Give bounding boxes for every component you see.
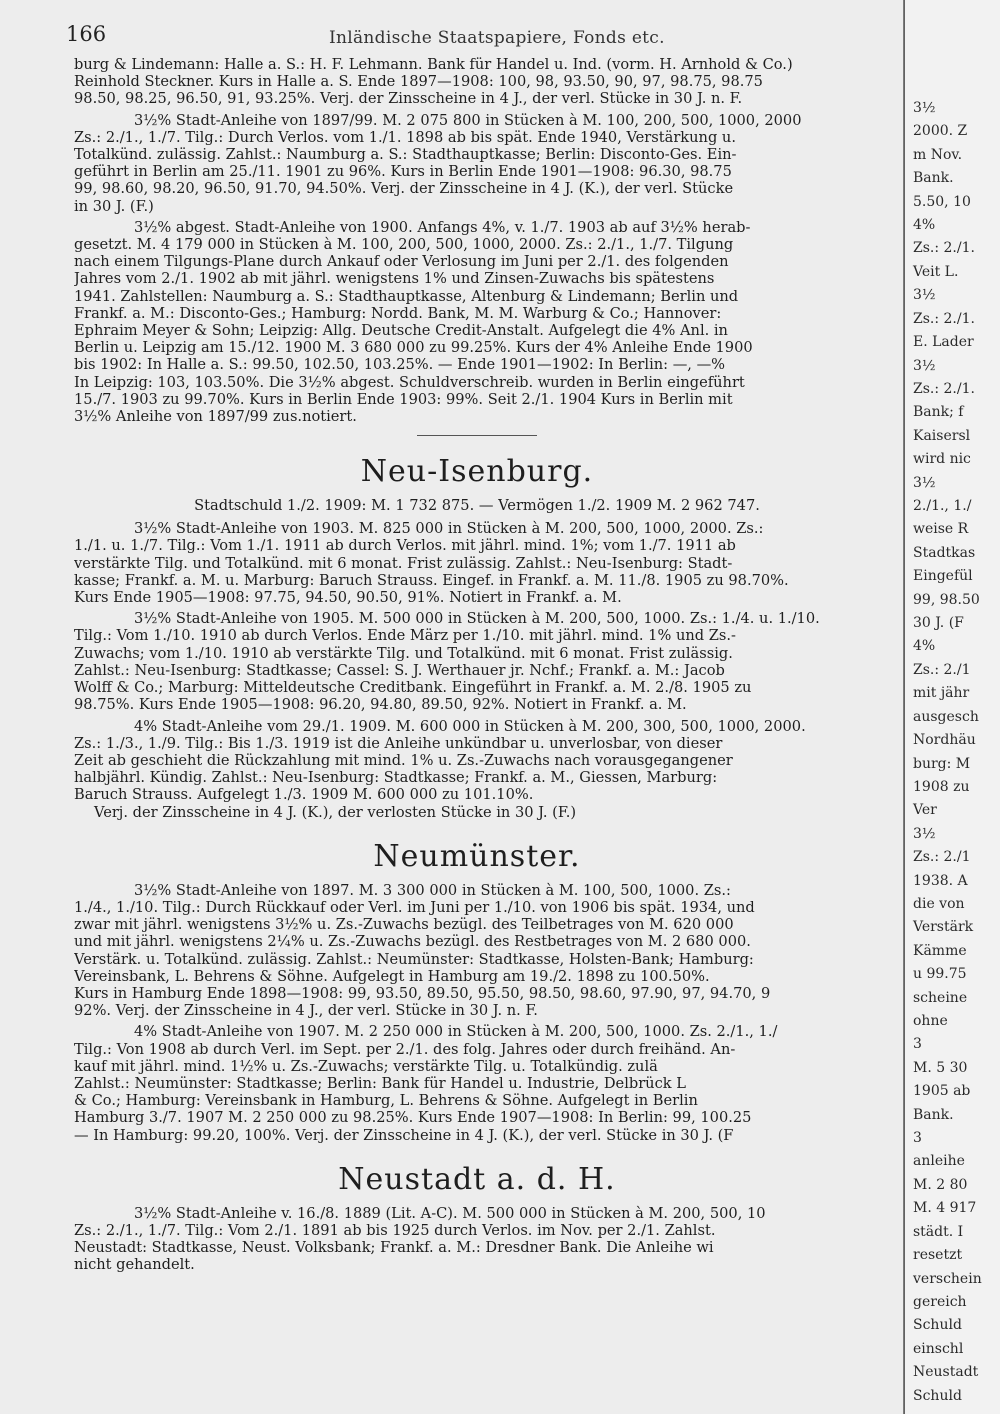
text-line: 3½% abgest. Stadt-Anleihe von 1900. Anfangs 4%, v. 1./7. 1903 ab auf 3½% herab- xyxy=(134,218,751,236)
facing-page-text: 3½ xyxy=(913,825,936,842)
page-number: 166 xyxy=(66,22,107,46)
text-line: in 30 J. (F.) xyxy=(74,197,154,215)
loan-paragraph xyxy=(74,1205,880,1274)
facing-page-text: resetzt xyxy=(913,1247,963,1264)
facing-page-text: M. 5 30 xyxy=(913,1059,968,1076)
loan-paragraph xyxy=(74,718,880,821)
text-line: 3½% Stadt-Anleihe v. 16./8. 1889 (Lit. A-C). M. 500 000 in Stücken à M. 200, 500, 10 xyxy=(134,1204,766,1222)
facing-page-text: 99, 98.50 xyxy=(913,591,980,608)
facing-page-text: E. Lader xyxy=(913,334,974,351)
text-line: 3½% Stadt-Anleihe von 1897/99. M. 2 075 800 in Stücken à M. 100, 200, 500, 1000, 2000 xyxy=(134,111,802,129)
facing-page-text: 3½ xyxy=(913,357,936,374)
text-line: 3½% Stadt-Anleihe von 1903. M. 825 000 in Stücken à M. 200, 500, 1000, 2000. Zs.: xyxy=(134,520,764,538)
facing-page-text: Zs.: 2./1. xyxy=(913,310,975,327)
text-line: — In Hamburg: 99.20, 100%. Verj. der Zinsscheine in 4 J. (K.), der verl. Stücke in 30 J. (F xyxy=(74,1126,734,1144)
facing-page-text: anleihe xyxy=(913,1153,965,1170)
text-line: halbjährl. Kündig. Zahlst.: Neu-Isenburg: Stadtkasse; Frankf. a. M., Giessen, Marburg: xyxy=(74,769,718,787)
facing-page-text: Schuld xyxy=(913,1387,962,1404)
page-header xyxy=(66,20,880,56)
text-line: Zeit ab geschieht die Rückzahlung mit mind. 1% u. Zs.-Zuwachs nach vorausgegangener xyxy=(74,751,733,769)
facing-page-text: u 99.75 xyxy=(913,966,967,983)
facing-page-text: 3 xyxy=(913,1036,922,1053)
facing-page-text: Bank. xyxy=(913,170,954,187)
text-line: Verstärk. u. Totalkünd. zulässig. Zahlst.: Neumünster: Stadtkasse, Holsten-Bank; Hamburg: xyxy=(74,950,754,968)
text-line: Jahres vom 2./1. 1902 ab mit jährl. wenigstens 1% und Zinsen-Zuwachs bis spätestens xyxy=(74,270,715,288)
text-line: nicht gehandelt. xyxy=(74,1256,195,1274)
text-line: In Leipzig: 103, 103.50%. Die 3½% abgest. Schuldverschreib. wurden in Berlin eingeführt xyxy=(74,373,745,391)
text-line: Tilg.: Vom 1./10. 1910 ab durch Verlos. Ende März per 1./10. mit jährl. mind. 1% und Zs.- xyxy=(74,627,736,645)
facing-page-text: Verstärk xyxy=(913,919,974,936)
facing-page-text: Zs.: 2./1. xyxy=(913,240,975,257)
text-line: Neustadt: Stadtkasse, Neust. Volksbank; Frankf. a. M.: Dresdner Bank. Die Anleihe wi xyxy=(74,1239,714,1257)
facing-page-text: scheine xyxy=(913,989,968,1006)
loan-paragraph xyxy=(74,610,880,713)
facing-page-text: 1908 zu xyxy=(913,778,970,795)
facing-page-text: 5.50, 10 xyxy=(913,193,971,210)
facing-page-text: 1938. A xyxy=(913,872,968,889)
text-line: Tilg.: Von 1908 ab durch Verl. im Sept. per 2./1. des folg. Jahres oder durch freihänd. An- xyxy=(74,1040,736,1058)
text-line: 3½% Stadt-Anleihe von 1897. M. 3 300 000 in Stücken à M. 100, 500, 1000. Zs.: xyxy=(134,881,731,899)
facing-page-text: Bank; f xyxy=(913,404,964,421)
text-line: Hamburg 3./7. 1907 M. 2 250 000 zu 98.25%. Kurs Ende 1907—1908: In Berlin: 99, 100.25 xyxy=(74,1109,752,1127)
facing-page-text: Zs.: 2./1. xyxy=(913,380,975,397)
facing-page-text: ausgesch xyxy=(913,708,979,725)
text-line: und mit jährl. wenigstens 2¼% u. Zs.-Zuwachs bezügl. des Restbetrages von M. 2 680 000. xyxy=(74,933,751,951)
facing-page-text: burg: M xyxy=(913,755,971,772)
text-line: Wolff & Co.; Marburg: Mitteldeutsche Creditbank. Eingeführt in Frankf. a. M. 2./8. 1905 zu xyxy=(74,679,752,697)
text-line: Frankf. a. M.: Disconto-Ges.; Hamburg: Nordd. Bank, M. M. Warburg & Co.; Hannover: xyxy=(74,304,722,322)
facing-page-text: Nordhäu xyxy=(913,732,976,749)
text-line: Zahlst.: Neu-Isenburg: Stadtkasse; Cassel: S. J. Werthauer jr. Nchf.; Frankf. a. M.: Jacob xyxy=(74,661,725,679)
facing-page-text: einschl xyxy=(913,1340,964,1357)
running-title: Inländische Staatspapiere, Fonds etc. xyxy=(329,28,665,48)
facing-page-text: Neustadt xyxy=(913,1364,979,1381)
text-line: 1./1. u. 1./7. Tilg.: Vom 1./1. 1911 ab durch Verlos. mit jährl. mind. 1%; vom 1./7. 1911 ab xyxy=(74,537,736,555)
facing-page-text: städt. I xyxy=(913,1223,964,1240)
text-line: Reinhold Steckner. Kurs in Halle a. S. Ende 1897—1908: 100, 98, 93.50, 90, 97, 98.75, 98.75 xyxy=(74,73,763,91)
text-line: 92%. Verj. der Zinsscheine in 4 J., der verl. Stücke in 30 J. n. F. xyxy=(74,1002,538,1020)
facing-page-text: Zs.: 2./1 xyxy=(913,849,971,866)
facing-page-text: Kaisersl xyxy=(913,427,971,444)
text-line: Zs.: 2./1., 1./7. Tilg.: Vom 2./1. 1891 ab bis 1925 durch Verlos. im Nov. per 2./1. Zahlst. xyxy=(74,1221,716,1239)
text-line: Kurs Ende 1905—1908: 97.75, 94.50, 90.50, 91%. Notiert in Frankf. a. M. xyxy=(74,589,622,607)
facing-page-text: Bank. xyxy=(913,1106,954,1123)
facing-page-text: gereich xyxy=(913,1293,967,1310)
text-line: geführt in Berlin am 25./11. 1901 zu 96%. Kurs in Berlin Ende 1901—1908: 96.30, 98.75 xyxy=(74,163,732,181)
text-line: Kurs in Hamburg Ende 1898—1908: 99, 93.50, 89.50, 95.50, 98.50, 98.60, 97.90, 97, 94.70, 9 xyxy=(74,984,771,1002)
text-line: 98.50, 98.25, 96.50, 91, 93.25%. Verj. der Zinsscheine in 4 J., der verl. Stücke in 30 J. n. F. xyxy=(74,90,743,108)
city-stats: Stadtschuld 1./2. 1909: M. 1 732 875. — Vermögen 1./2. 1909 M. 2 962 747. xyxy=(194,497,760,515)
facing-page-text: 1905 ab xyxy=(913,1083,971,1100)
text-line: & Co.; Hamburg: Vereinsbank in Hamburg, L. Behrens & Söhne. Aufgelegt in Berlin xyxy=(74,1092,698,1110)
text-line: 1941. Zahlstellen: Naumburg a. S.: Stadthauptkasse, Altenburg & Lindemann; Berlin und xyxy=(74,287,739,305)
loan-paragraph xyxy=(74,882,880,1020)
text-line: gesetzt. M. 4 179 000 in Stücken à M. 100, 200, 500, 1000, 2000. Zs.: 2./1., 1./7. Tilgung xyxy=(74,236,734,254)
text-line: Totalkünd. zulässig. Zahlst.: Naumburg a. S.: Stadthauptkasse; Berlin: Disconto-Ges. Ein- xyxy=(74,146,737,164)
facing-page-text: M. 2 80 xyxy=(913,1176,968,1193)
facing-page-text: Ver xyxy=(913,802,937,819)
facing-page-text: die von xyxy=(913,895,965,912)
facing-page-text: 30 J. (F xyxy=(913,615,964,632)
facing-page-fragment xyxy=(905,0,1000,1414)
text-line: 1./4., 1./10. Tilg.: Durch Rückkauf oder Verl. im Juni per 1./10. von 1906 bis spät. 1934, und xyxy=(74,898,755,916)
text-line: Zahlst.: Neumünster: Stadtkasse; Berlin: Bank für Handel u. Industrie, Delbrück L xyxy=(74,1074,686,1092)
text-line: 15./7. 1903 zu 99.70%. Kurs in Berlin Ende 1903: 99%. Seit 2./1. 1904 Kurs in Berlin mit xyxy=(74,390,733,408)
city-heading-neu-isenburg: Neu-Isenburg. xyxy=(360,454,594,490)
text-line: burg & Lindemann: Halle a. S.: H. F. Lehmann. Bank für Handel u. Ind. (vorm. H. Arnhold & Co.) xyxy=(74,56,793,73)
separator-rule xyxy=(417,435,537,436)
loan-paragraph xyxy=(74,1023,880,1143)
facing-page-text: Veit L. xyxy=(913,263,959,280)
facing-page-text: 2./1., 1./ xyxy=(913,497,972,514)
text-line: Ephraim Meyer & Sohn; Leipzig: Allg. Deutsche Credit-Anstalt. Aufgelegt die 4% Anl. in xyxy=(74,322,728,340)
intro-paragraph xyxy=(74,56,880,108)
facing-page-text: weise R xyxy=(913,521,969,538)
text-line: kauf mit jährl. mind. 1½% u. Zs.-Zuwachs; verstärkte Tilg. u. Totalkündig. zulä xyxy=(74,1057,658,1075)
text-line: verstärkte Tilg. und Totalkünd. mit 6 monat. Frist zulässig. Zahlst.: Neu-Isenburg: Stadt- xyxy=(74,554,733,572)
text-line: 4% Stadt-Anleihe vom 29./1. 1909. M. 600 000 in Stücken à M. 200, 300, 500, 1000, 2000. xyxy=(134,717,806,735)
facing-page-text: 4% xyxy=(913,638,936,655)
main-column xyxy=(66,20,880,1278)
facing-page-text: ohne xyxy=(913,1013,948,1030)
facing-page-text: 2000. Z xyxy=(913,123,968,140)
facing-page-text: m Nov. xyxy=(913,146,963,163)
facing-page-text: Kämme xyxy=(913,942,967,959)
text-line: 3½% Anleihe von 1897/99 zus.notiert. xyxy=(74,408,357,426)
loan-section-1900 xyxy=(74,219,880,425)
text-line: bis 1902: In Halle a. S.: 99.50, 102.50, 103.25%. — Ende 1901—1902: In Berlin: —, —% xyxy=(74,356,726,374)
text-line: kasse; Frankf. a. M. u. Marburg: Baruch Strauss. Eingef. in Frankf. a. M. 11./8. 1905 zu 98.70%. xyxy=(74,571,789,589)
facing-page-text: verschein xyxy=(913,1270,982,1287)
text-line: Verj. der Zinsscheine in 4 J. (K.), der verlosten Stücke in 30 J. (F.) xyxy=(94,803,577,821)
facing-page-text: Eingefül xyxy=(913,568,973,585)
facing-page-text: 4% xyxy=(913,217,936,234)
city-heading-neumuenster: Neumünster. xyxy=(373,838,581,874)
loan-paragraph xyxy=(74,520,880,606)
text-line: Vereinsbank, L. Behrens & Söhne. Aufgelegt in Hamburg am 19./2. 1898 zu 100.50%. xyxy=(74,967,710,985)
text-line: 4% Stadt-Anleihe von 1907. M. 2 250 000 in Stücken à M. 200, 500, 1000. Zs. 2./1., 1./ xyxy=(134,1023,778,1041)
facing-page-text: 3½ xyxy=(913,474,936,491)
facing-page-text: Zs.: 2./1 xyxy=(913,661,971,678)
loan-section-1897 xyxy=(74,112,880,215)
facing-page-text: M. 4 917 xyxy=(913,1200,977,1217)
text-line: 99, 98.60, 98.20, 96.50, 91.70, 94.50%. Verj. der Zinsscheine in 4 J. (K.), der verl. Stücke xyxy=(74,180,734,198)
facing-page-text: 3½ xyxy=(913,100,936,116)
facing-page-text: 3 xyxy=(913,1130,922,1147)
text-line: 3½% Stadt-Anleihe von 1905. M. 500 000 in Stücken à M. 200, 500, 1000. Zs.: 1./4. u. 1./10. xyxy=(134,610,820,628)
facing-page-text: 3½ xyxy=(913,287,936,304)
text-line: nach einem Tilgungs-Plane durch Ankauf oder Verlosung im Juni per 2./1. des folgenden xyxy=(74,253,729,271)
text-line: Zuwachs; vom 1./10. 1910 ab verstärkte Tilg. und Totalkünd. mit 6 monat. Frist zulässig. xyxy=(74,644,733,662)
text-line: 98.75%. Kurs Ende 1905—1908: 96.20, 94.80, 89.50, 92%. Notiert in Frankf. a. M. xyxy=(74,696,687,714)
text-line: Zs.: 1./3., 1./9. Tilg.: Bis 1./3. 1919 ist die Anleihe unkündbar u. unverlosbar, von dieser xyxy=(74,734,723,752)
facing-page-text: wird nic xyxy=(913,451,971,468)
text-line: Berlin u. Leipzig am 15./12. 1900 M. 3 680 000 zu 99.25%. Kurs der 4% Anleihe Ende 1900 xyxy=(74,339,753,357)
facing-page-text: Stadtkas xyxy=(913,544,976,561)
facing-page-text: mit jähr xyxy=(913,685,970,702)
city-heading-neustadt: Neustadt a. d. H. xyxy=(338,1161,616,1197)
text-line: Baruch Strauss. Aufgelegt 1./3. 1909 M. 600 000 zu 101.10%. xyxy=(74,786,534,804)
text-line: Zs.: 2./1., 1./7. Tilg.: Durch Verlos. vom 1./1. 1898 ab bis spät. Ende 1940, Verstärkung u. xyxy=(74,128,736,146)
text-line: zwar mit jährl. wenigstens 3½% u. Zs.-Zuwachs bezügl. des Teilbetrages von M. 620 000 xyxy=(74,916,734,934)
facing-page-text: Schuld xyxy=(913,1317,962,1334)
